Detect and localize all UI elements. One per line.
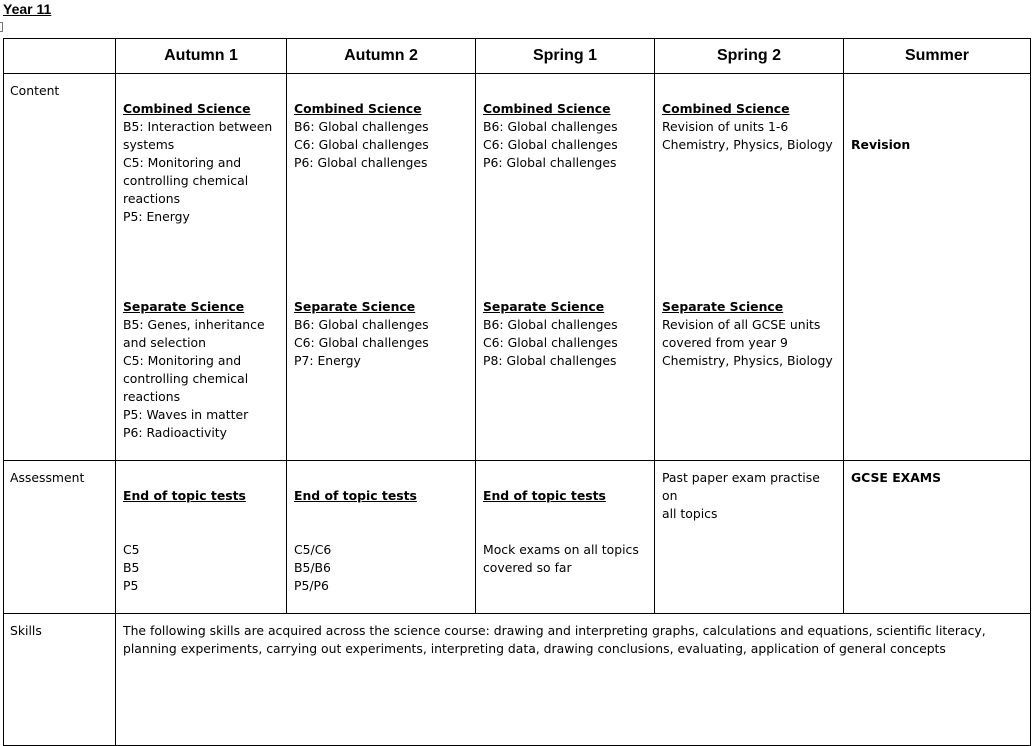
header-row — [4, 39, 1031, 74]
combined-science-heading: Combined Science — [483, 101, 611, 116]
column-header-spring-2: Spring 2 — [655, 39, 844, 74]
spacer — [294, 190, 469, 280]
separate-science-items: B6: Global challenges C6: Global challenges P7: Energy — [294, 317, 429, 368]
separate-science-items: Revision of all GCSE units covered from year 9 Chemistry, Physics, Biology — [662, 317, 833, 368]
assessment-heading: End of topic tests — [294, 488, 417, 503]
spacer — [483, 505, 648, 523]
skills-row — [4, 614, 1031, 746]
spacer — [483, 190, 648, 280]
row-label-text: Assessment — [10, 470, 85, 485]
combined-science-items: B5: Interaction between systems C5: Monitoring and controlling chemical reactions P5: Energy — [123, 119, 273, 224]
combined-science-items: Revision of units 1-6 Chemistry, Physics, Biology — [662, 119, 833, 152]
assessment-spring-1 — [476, 461, 655, 614]
separate-science-heading: Separate Science — [294, 299, 416, 314]
spacer — [123, 505, 280, 523]
corner-cell — [4, 39, 116, 74]
separate-science-items: B5: Genes, inheritance and selection C5: Monitoring and controlling chemical reactions P5: Waves in matter P6: Radioactivity — [123, 317, 265, 440]
row-label-text: Skills — [10, 623, 42, 638]
column-header-spring-1: Spring 1 — [476, 39, 655, 74]
assessment-spring-2 — [655, 461, 844, 614]
spacer — [662, 172, 837, 280]
separate-science-items: B6: Global challenges C6: Global challenges P8: Global challenges — [483, 317, 618, 368]
skills-description: The following skills are acquired across the science course: drawing and interpreting graphs, calculations and equations, scientific literacy, planning experiments, carrying out experiments, interpreting data, drawing conclusions, evaluating, application of general concepts — [123, 623, 986, 656]
assessment-row — [4, 461, 1031, 614]
separate-science-heading: Separate Science — [662, 299, 784, 314]
content-summer — [844, 74, 1031, 461]
anchor-mark — [0, 22, 3, 32]
spacer — [851, 100, 1024, 118]
assessment-text: Past paper exam practise on all topics — [662, 470, 820, 521]
gcse-exams-text: GCSE EXAMS — [851, 470, 942, 485]
document-title: Year 11 — [3, 1, 52, 17]
combined-science-items: B6: Global challenges C6: Global challenges P6: Global challenges — [294, 119, 429, 170]
assessment-summer — [844, 461, 1031, 614]
row-label-content — [4, 74, 116, 461]
assessment-autumn-1 — [116, 461, 287, 614]
row-label-assessment — [4, 461, 116, 614]
row-label-skills — [4, 614, 116, 746]
combined-science-heading: Combined Science — [294, 101, 422, 116]
curriculum-table — [3, 38, 1031, 746]
column-header-autumn-2: Autumn 2 — [287, 39, 476, 74]
row-label-text: Content — [10, 83, 60, 98]
content-autumn-2 — [287, 74, 476, 461]
separate-science-heading: Separate Science — [123, 299, 245, 314]
revision-text: Revision — [851, 137, 911, 152]
assessment-items: C5/C6 B5/B6 P5/P6 — [294, 542, 332, 593]
column-header-summer: Summer — [844, 39, 1031, 74]
content-row — [4, 74, 1031, 461]
skills-description-cell — [116, 614, 1031, 746]
spacer — [123, 244, 280, 280]
spacer — [294, 505, 469, 523]
assessment-heading: End of topic tests — [483, 488, 606, 503]
column-header-autumn-1: Autumn 1 — [116, 39, 287, 74]
assessment-items: Mock exams on all topics covered so far — [483, 542, 639, 575]
content-spring-1 — [476, 74, 655, 461]
combined-science-heading: Combined Science — [123, 101, 251, 116]
assessment-heading: End of topic tests — [123, 488, 246, 503]
content-spring-2 — [655, 74, 844, 461]
separate-science-heading: Separate Science — [483, 299, 605, 314]
combined-science-heading: Combined Science — [662, 101, 790, 116]
content-autumn-1 — [116, 74, 287, 461]
assessment-items: C5 B5 P5 — [123, 542, 140, 593]
combined-science-items: B6: Global challenges C6: Global challenges P6: Global challenges — [483, 119, 618, 170]
assessment-autumn-2 — [287, 461, 476, 614]
